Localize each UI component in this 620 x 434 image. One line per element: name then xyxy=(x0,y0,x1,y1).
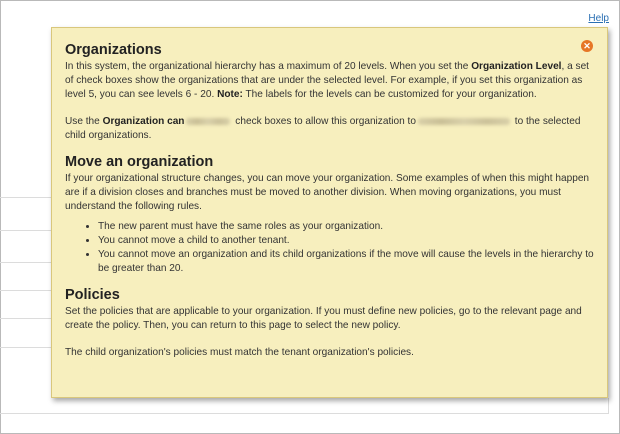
redacted-text xyxy=(186,118,230,125)
bold-term: Organization Level xyxy=(471,61,562,72)
background-field-line xyxy=(0,230,51,231)
text-run: to the selected child organizations. xyxy=(65,116,581,141)
background-field-edge xyxy=(608,398,609,414)
x-close-icon[interactable]: ✕ xyxy=(581,40,593,52)
section-move-organization xyxy=(65,154,595,276)
background-field-line xyxy=(0,413,609,414)
section-organizations xyxy=(65,42,595,143)
list-item: • You cannot move an organization and its child organizations if the move will cause the levels in the hierarchy to be greater than 20. xyxy=(98,248,595,276)
background-field-line xyxy=(0,262,51,263)
list-item: • The new parent must have the same roles as your organization. xyxy=(98,220,595,234)
list-item: • You cannot move a child to another tenant. xyxy=(98,234,595,248)
text-run: Use the xyxy=(65,116,103,127)
text-run: , a set of check boxes show the organizations that are under the selected level. For example, if you set this organization as level 5, you can see levels 6 - 20. xyxy=(65,61,589,100)
policies-paragraph-1: Set the policies that are applicable to your organization. If you must define new policies, go to the relevant page and create the policy. Then, you can return to this page to select the new policy. xyxy=(65,306,582,331)
section-policies xyxy=(65,287,595,360)
organizations-paragraph-1 xyxy=(65,60,595,102)
background-field-line xyxy=(0,318,51,319)
redacted-text xyxy=(418,118,510,125)
move-intro: If your organizational structure changes, you can move your organization. Some examples of when this might happen are if a division closes and branches must be moved to another division. When moving organizations, you must understand the following rules. xyxy=(65,173,590,212)
section-title-policies: Policies xyxy=(65,287,120,303)
text-run: check boxes to allow this organization to xyxy=(232,116,416,127)
bold-term: Note: xyxy=(217,89,243,100)
move-rules-list xyxy=(65,220,595,276)
background-field-line xyxy=(0,290,51,291)
policies-paragraph-2: The child organization's policies must match the tenant organization's policies. xyxy=(65,347,414,358)
section-title-organizations: Organizations xyxy=(65,42,162,58)
organizations-paragraph-2 xyxy=(65,115,595,143)
bold-term: Organization can xyxy=(102,116,185,127)
background-field-line xyxy=(0,197,51,198)
help-link[interactable]: Help xyxy=(588,13,609,24)
section-title-move: Move an organization xyxy=(65,154,214,170)
text-run: The labels for the levels can be customized for your organization. xyxy=(242,89,537,100)
background-field-line xyxy=(0,347,51,348)
text-run: In this system, the organizational hierarchy has a maximum of 20 levels. When you set the xyxy=(65,61,472,72)
help-popup xyxy=(51,27,608,398)
